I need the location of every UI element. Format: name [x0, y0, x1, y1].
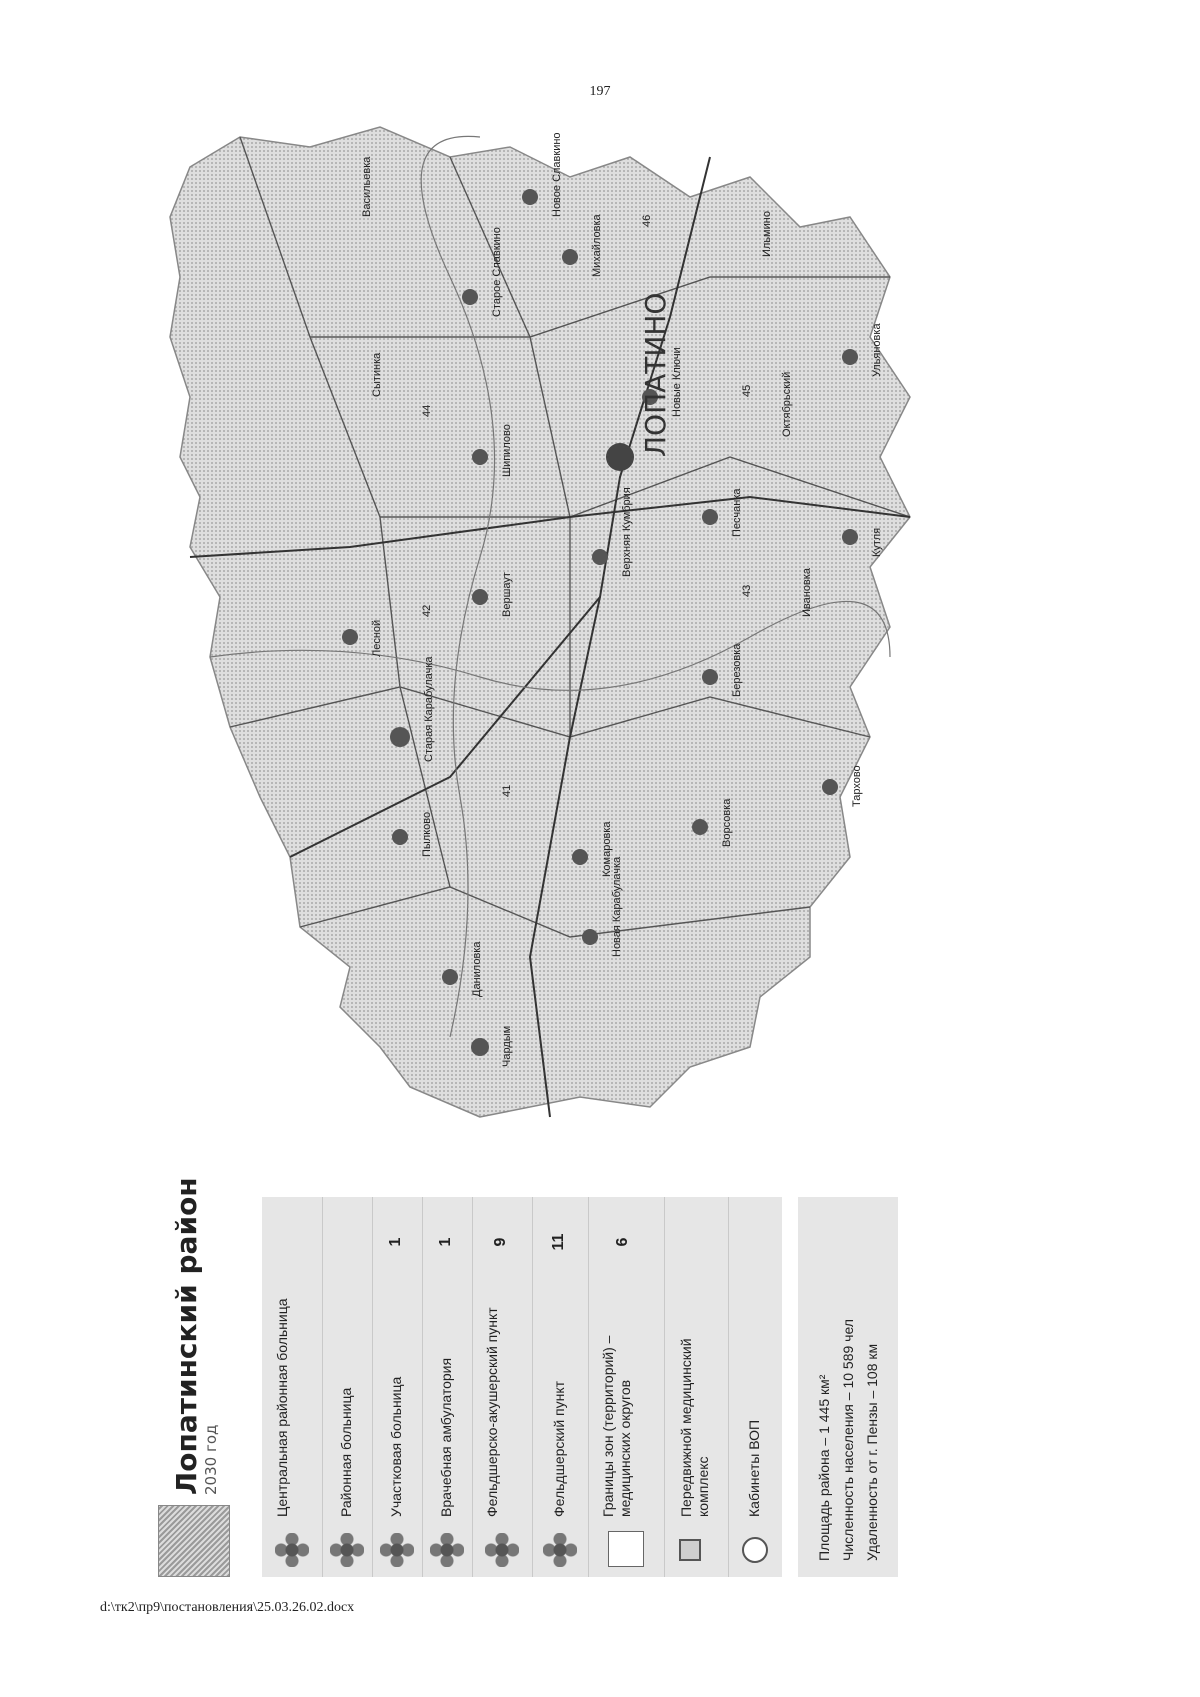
- settlement-label: Шипилово: [501, 424, 513, 477]
- footer-file-path: [100, 1600, 354, 1616]
- zone-number: 44: [421, 404, 433, 417]
- legend-row: [588, 1197, 665, 1577]
- settlement-label: Ивановка: [801, 568, 813, 617]
- legend-row: [664, 1197, 729, 1577]
- settlement-label: Старое Славкино: [491, 227, 503, 317]
- legend-row: [322, 1197, 373, 1577]
- footer-file-path-text: d:\тк2\пр9\постановления\25.03.26.02.docx: [100, 1600, 355, 1615]
- legend-label: Районная больница: [338, 1387, 354, 1517]
- district-map: [150, 107, 950, 1157]
- settlement-label: Ильмино: [761, 211, 773, 257]
- legend-count: 11: [550, 1233, 567, 1251]
- settlement-label: Ворсовка: [721, 798, 733, 847]
- map-title: Лопатинский район: [170, 1177, 203, 1495]
- settlement-label: Новые Ключи: [671, 347, 683, 417]
- settlement-label: Даниловка: [471, 941, 483, 997]
- settlement-label: Старая Карабулачка: [423, 656, 435, 762]
- settlement-label: Верхняя Кумбрия: [621, 487, 633, 577]
- mobile-complex-icon: [679, 1539, 701, 1561]
- stat-distance: Удаленность от г. Пензы – 108 км: [864, 1343, 880, 1561]
- legend-row: [422, 1197, 473, 1577]
- legend-row: [472, 1197, 533, 1577]
- settlement-label: Михайловка: [591, 214, 603, 277]
- cross-icon: [485, 1533, 519, 1567]
- legend-label: Фельдшерско-акушерский пункт: [484, 1307, 500, 1517]
- zone-number: 46: [641, 214, 653, 227]
- settlement-label: Новая Карабулачка: [611, 856, 623, 957]
- legend-row: [728, 1197, 782, 1577]
- settlement-label: Тархово: [851, 765, 863, 807]
- legend-count: 1: [437, 1237, 454, 1247]
- settlement-label: Комаровка: [601, 821, 613, 877]
- map-header: [150, 1177, 230, 1577]
- legend-label: Границы зон (территорий) – медицинских округов: [600, 1335, 633, 1517]
- rotated-map-sheet: [150, 105, 950, 1577]
- settlement-label: Кутля: [871, 527, 883, 557]
- cross-icon: [430, 1533, 464, 1567]
- legend-count: 9: [492, 1237, 509, 1247]
- legend-row: [262, 1197, 323, 1577]
- settlement-label: Песчанка: [731, 488, 743, 537]
- cross-icon: [543, 1533, 577, 1567]
- settlement-label: Березовка: [731, 643, 743, 697]
- legend-row: [532, 1197, 589, 1577]
- cross-icon: [380, 1533, 414, 1567]
- legend-label: Центральная районная больница: [274, 1298, 290, 1517]
- district-emblem-icon: [158, 1505, 230, 1577]
- cross-icon: [275, 1533, 309, 1567]
- stat-area: Площадь района – 1 445 км²: [816, 1374, 832, 1561]
- map-year: 2030 год: [202, 1424, 220, 1495]
- settlement-label: Чардым: [501, 1025, 513, 1067]
- legend-row: [372, 1197, 423, 1577]
- settlement-label: Васильевка: [361, 156, 373, 217]
- settlement-label: Новое Славкино: [551, 132, 563, 217]
- district-center-label: ЛОПАТИНО: [639, 292, 672, 457]
- legend-count: 6: [614, 1237, 631, 1247]
- zone-number: 41: [501, 784, 513, 797]
- zone-number: 43: [741, 584, 753, 597]
- legend-label: Кабинеты ВОП: [746, 1419, 762, 1517]
- legend-label: Передвижной медицинский комплекс: [678, 1338, 711, 1517]
- settlement-label: Октябрьский: [781, 371, 793, 437]
- legend-label: Фельдшерский пункт: [551, 1380, 567, 1517]
- zone-number: 42: [421, 604, 433, 617]
- settlement-label: Ульяновка: [871, 323, 883, 377]
- page-number-text: 197: [589, 84, 611, 99]
- stat-population: Численность населения – 10 589 чел: [840, 1319, 856, 1561]
- legend-label: Участковая больница: [388, 1376, 404, 1517]
- settlement-label: Сытинка: [371, 352, 383, 397]
- legend: [262, 1197, 782, 1577]
- settlement-label: Вершаут: [501, 572, 513, 617]
- zone-number: 45: [741, 384, 753, 397]
- settlement-label: Лесной: [371, 619, 383, 657]
- legend-label: Врачебная амбулатория: [438, 1357, 454, 1517]
- map-canvas: [150, 107, 950, 1157]
- zone-border-square-icon: [608, 1531, 644, 1567]
- district-stats: [798, 1197, 898, 1577]
- settlement-label: Пылково: [421, 811, 433, 857]
- district-territory: [170, 127, 910, 1117]
- cross-icon: [330, 1533, 364, 1567]
- circle-icon: [742, 1537, 768, 1563]
- legend-count: 1: [387, 1237, 404, 1247]
- page-number: [0, 84, 1200, 100]
